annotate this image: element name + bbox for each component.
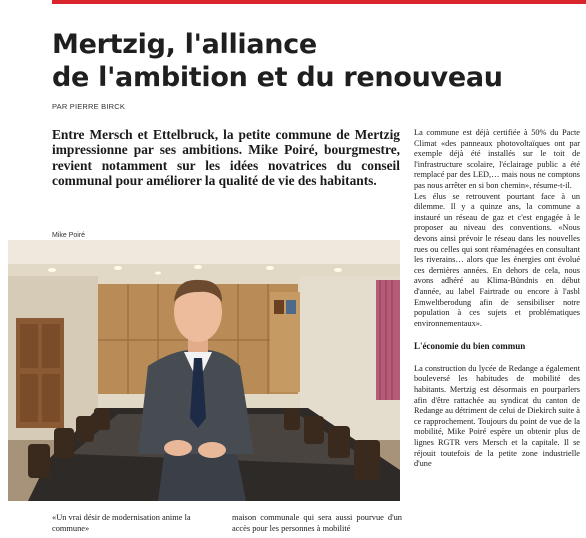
- headline-line-2: de l'ambition et du renouveau: [52, 62, 503, 93]
- body-column-left-start: maison communale qui sera aussi pourvue d'un accès pour les personnes à mobilité: [232, 513, 402, 533]
- photo-credit: Mike Poiré: [52, 232, 86, 239]
- portrait-photo: [8, 240, 400, 501]
- body-column-right: [414, 128, 580, 470]
- byline: PAR PIERRE BIRCK: [52, 102, 126, 111]
- body-paragraph-1: La commune est déjà certifiée à 50% du Pacte Climat «des panneaux photovoltaïques ont par exemple déjà été installés sur le toit de l'infrastructure scolaire, l'éclairage public a été remplacé par des LED,… mais nous ne comptons pas nous arrêter en si bon chemin», résume-t-il.: [414, 128, 580, 190]
- right-column-clip: [414, 0, 584, 538]
- meeting-room-illustration: [8, 240, 400, 501]
- body-paragraph-2: Les élus se retrouvent pourtant face à un dilemme. Il y a quinze ans, la commune a instauré un réseau de gaz et c'est engagée à le proposer au niveau des conventions. «Nous devons ainsi prévoir le réseau dans les nouvelles rues ou celles qui sont réaménagées en consultant les riverains… alors que les énergies ont évolué ces dernières années. En dehors de cela, nous avons adhéré au Klima-Bündnis en début d'année, au label Fairtrade ou encore à l'asbl Emweltberodung afin de sensibiliser notre population à ces sujets et problématiques environnementaux».: [414, 191, 580, 328]
- photo-caption: «Un vrai désir de modernisation anime la commune»: [52, 513, 191, 533]
- body-paragraph-3: La construction du lycée de Redange a également bouleversé les habitudes de mobilité des habitants. Mertzig est désormais en pourparlers afin d'être rattachée au syndicat du canton de Redange au détriment de celui de Diekirch suite à ce rapprochement. Toujours du point de vue de la mobilité, Mike Poiré espère un obtenir plus de lignes RGTR vers Mersch et la capitale. Il se réjouit toutefois de la petite zone industrielle d'une: [414, 363, 580, 469]
- subheading: L'économie du bien commun: [414, 341, 526, 352]
- headline-line-1: Mertzig, l'alliance: [52, 29, 317, 60]
- lead-paragraph: Entre Mersch et Ettelbruck, la petite commune de Mertzig impressionne par ses ambitions. Mike Poiré, bourgmestre, revient notamment sur les idées novatrices du conseil communal pour améliorer la qualité de vie des habitants.: [52, 127, 400, 189]
